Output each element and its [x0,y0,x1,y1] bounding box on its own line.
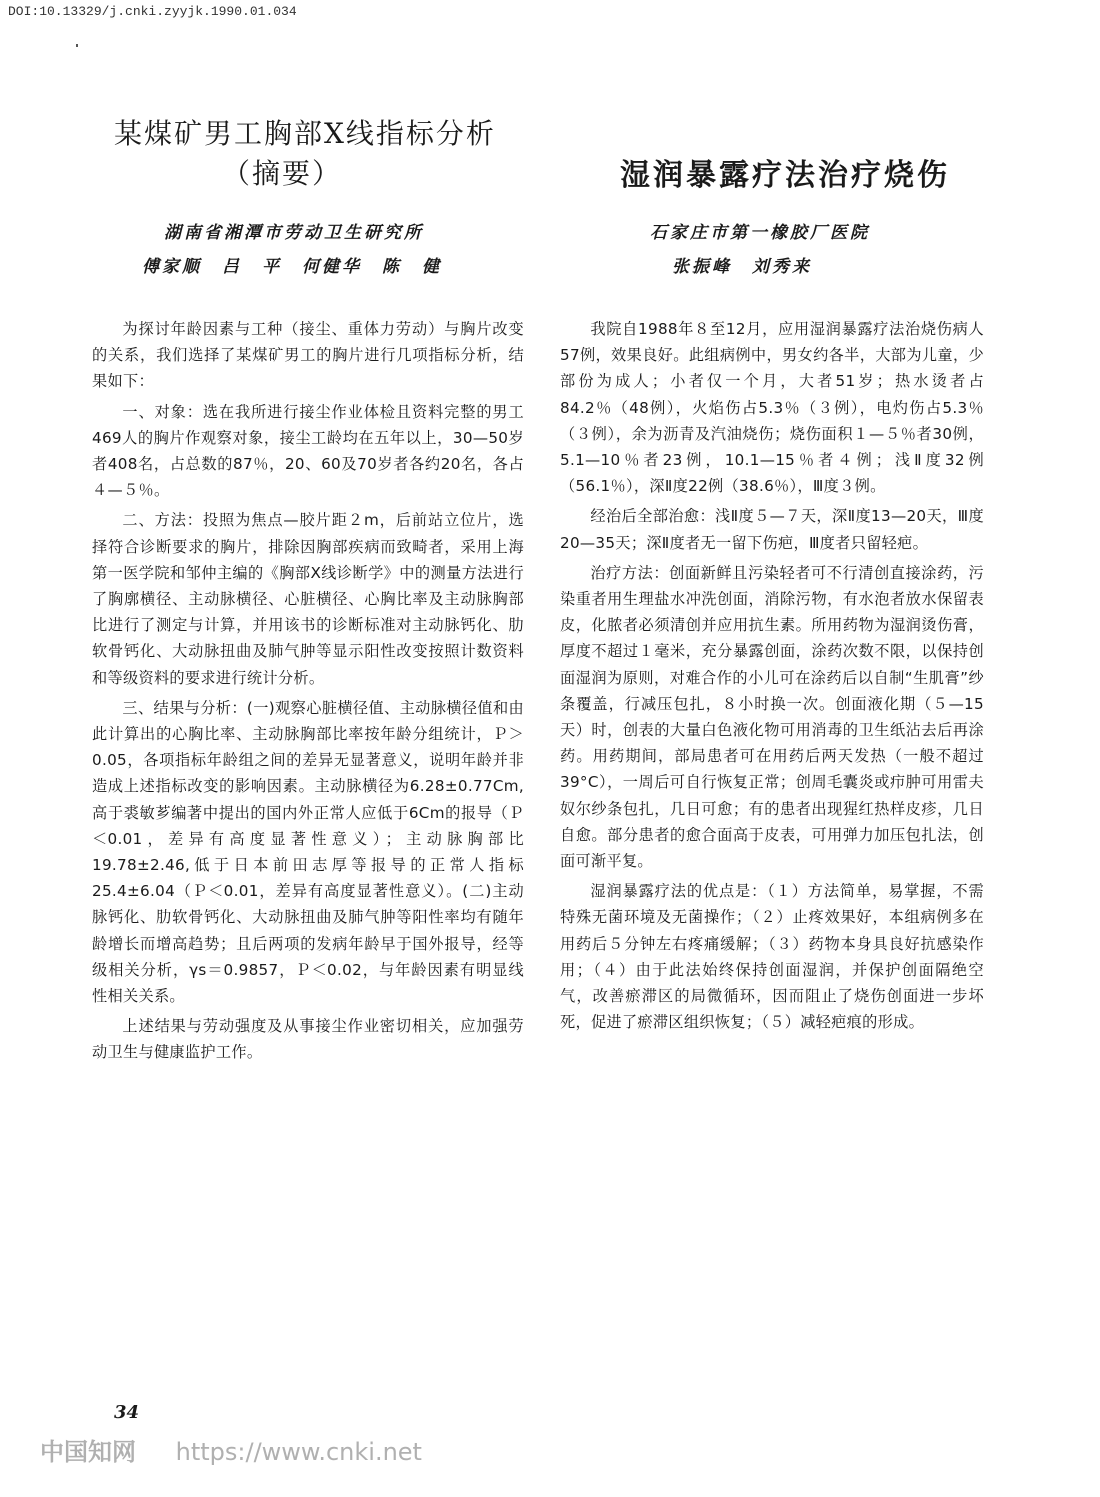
watermark-url[interactable]: https://www.cnki.net [175,1438,422,1466]
right-article-title: 湿润暴露疗法治疗烧伤 [620,158,950,193]
left-article-title: 某煤矿男工胸部X线指标分析 [114,117,496,150]
right-paragraph: 我院自1988年８至12月，应用湿润暴露疗法治烧伤病人57例，效果良好。此组病例中，男女约各半，大部为儿童，少部份为成人；小者仅一个月，大者51岁；热水烫者占84.2％（48例），火焰伤占5.3％（３例），电灼伤占5.3％（３例），余为沥青及汽油烧伤；烧伤面积１—５％者30例，5.1—10％者23例，10.1—15％者４例；浅Ⅱ度32例（56.1％），深Ⅱ度22例（38.6％），Ⅲ度３例。 [560,320,984,496]
right-article-affiliation: 石家庄市第一橡胶厂医院 [650,223,870,243]
left-article-body [92,316,524,1070]
left-paragraph: 二、方法：投照为焦点—胶片距２m，后前站立位片，选择符合诊断要求的胸片，排除因胸部疾病而致畸者，采用上海第一医学院和邹仲主编的《胸部X线诊断学》中的测量方法进行了胸廓横径、主动脉横径、心脏横径、心胸比率及主动脉胸部比进行了测定与计算，并用该书的诊断标准对主动脉钙化、肋软骨钙化、大动脉扭曲及肺气肿等显示阳性改变按照计数资料和等级资料的要求进行统计分析。 [92,511,524,687]
right-article-body [560,316,984,1039]
left-paragraph: 三、结果与分析：(一)观察心脏横径值、主动脉横径值和由此计算出的心胸比率、主动脉胸部比率按年龄分组统计，Ｐ＞0.05，各项指标年龄组之间的差异无显著意义，说明年龄并非造成上述指标改变的影响因素。主动脉横径为6.28±0.77Cm,高于裘敏芗编著中提出的国内外正常人应低于6Cm的报导（Ｐ＜0.01，差异有高度显著性意义）；主动脉胸部比19.78±2.46,低于日本前田志厚等报导的正常人指标25.4±6.04（Ｐ＜0.01，差异有高度显著性意义）。(二)主动脉钙化、肋软骨钙化、大动脉扭曲及肺气肿等阳性率均有随年龄增长而增高趋势；且后两项的发病年龄早于国外报导，经等级相关分析，γs＝0.9857，Ｐ＜0.02，与年龄因素有明显线性相关关系。 [92,698,524,1006]
doi-line: DOI:10.13329/j.cnki.zyyjk.1990.01.034 [8,4,297,19]
watermark-brand: 中国知网 [40,1438,136,1466]
right-article-authors: 张振峰 刘秀来 [672,257,812,277]
left-paragraph: 为探讨年龄因素与工种（接尘、重体力劳动）与胸片改变的关系，我们选择了某煤矿男工的胸片进行几项指标分析，结果如下： [92,320,524,391]
page-number: 34 [114,1402,140,1423]
left-article-affiliation: 湖南省湘潭市劳动卫生研究所 [164,223,424,243]
left-article-authors: 傅家顺 吕 平 何健华 陈 健 [142,257,442,277]
left-paragraph: 一、对象：选在我所进行接尘作业体检且资料完整的男工469人的胸片作观察对象，接尘工龄均在五年以上，30—50岁者408名，占总数的87％，20、60及70岁者各约20名，各占４—５％。 [92,402,524,500]
right-paragraph: 经治后全部治愈：浅Ⅱ度５—７天，深Ⅱ度13—20天，Ⅲ度20—35天；深Ⅱ度者无一留下伤疤，Ⅲ度者只留轻疤。 [560,507,984,552]
left-paragraph: 上述结果与劳动强度及从事接尘作业密切相关，应加强劳动卫生与健康监护工作。 [92,1017,524,1062]
scan-mark [76,44,78,47]
right-paragraph: 治疗方法：创面新鲜且污染轻者可不行清创直接涂药，污染重者用生理盐水冲洗创面，消除污物，有水泡者放水保留表皮，化脓者必须清创并应用抗生素。所用药物为湿润烫伤膏，厚度不超过１毫米，充分暴露创面，涂药次数不限，以保持创面湿润为原则，对难合作的小儿可在涂药后以自制“生肌膏”纱条覆盖，行减压包扎，８小时换一次。创面液化期（５—15天）时，创表的大量白色液化物可用消毒的卫生纸沾去后再涂药。用药期间，部局患者可在用药后两天发热（一般不超过39°C），一周后可自行恢复正常；创周毛囊炎或疖肿可用雷夫奴尔纱条包扎，几日可愈；有的患者出现猩红热样皮疹，几日自愈。部分患者的愈合面高于皮表，可用弹力加压包扎法，创面可渐平复。 [560,563,984,871]
right-paragraph: 湿润暴露疗法的优点是：（１）方法简单，易掌握，不需特殊无菌环境及无菌操作；（２）止疼效果好，本组病例多在用药后５分钟左右疼痛缓解；（３）药物本身具良好抗感染作用；（４）由于此法始终保持创面湿润，并保护创面隔绝空气，改善瘀滞区的局微循环，因而阻止了烧伤创面进一步坏死，促进了瘀滞区组织恢复；（５）减轻疤痕的形成。 [560,882,984,1032]
watermark [40,1432,422,1467]
left-article-subtitle: （摘要） [222,157,343,190]
